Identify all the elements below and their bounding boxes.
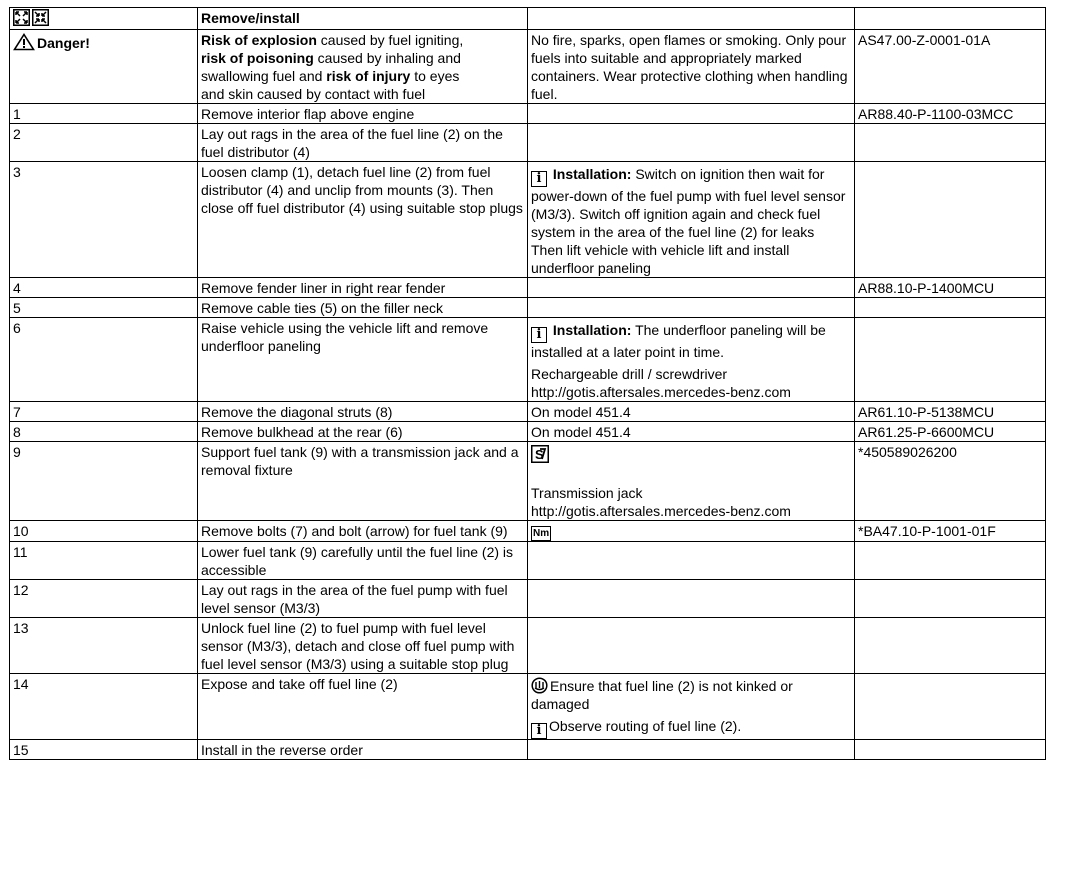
step-row <box>10 674 1046 740</box>
step-number: 7 <box>10 402 198 422</box>
step-ref-link[interactable]: AR61.10-P-5138MCU <box>855 402 1046 422</box>
torque-icon[interactable]: Nm <box>533 528 550 539</box>
step-row <box>10 298 1046 318</box>
step-text: Lay out rags in the area of the fuel line (2) on the fuel distributor (4) <box>198 124 528 162</box>
step-row <box>10 740 1046 760</box>
step-ref-link[interactable]: AR88.40-P-1100-03MCC <box>855 104 1046 124</box>
routing-note: i Observe routing of fuel line (2). <box>531 717 851 739</box>
caution-icon <box>531 677 548 694</box>
step-number: 8 <box>10 422 198 442</box>
header-title: Remove/install <box>198 8 528 30</box>
model-note: On model 451.4 <box>528 402 855 422</box>
step-text: Remove interior flap above engine <box>198 104 528 124</box>
step-ref-link[interactable]: *450589026200 <box>855 442 1046 521</box>
step-row <box>10 521 1046 542</box>
model-note: On model 451.4 <box>528 422 855 442</box>
step-number: 5 <box>10 298 198 318</box>
step-row <box>10 580 1046 618</box>
special-tool-note <box>528 442 855 521</box>
step-row <box>10 422 1046 442</box>
danger-label: Danger! <box>37 35 90 51</box>
step-number: 12 <box>10 580 198 618</box>
step-text: Remove fender liner in right rear fender <box>198 278 528 298</box>
info-icon: i <box>531 327 547 343</box>
tool-url-link[interactable]: http://gotis.aftersales.mercedes-benz.com <box>531 503 791 519</box>
expand-icon[interactable] <box>13 9 30 26</box>
danger-text: Risk of explosion caused by fuel igniting, risk of poisoning caused by inhaling and swallowing fuel and risk of injury to eyes and skin caused by contact with fuel <box>198 30 528 104</box>
step-number: 6 <box>10 318 198 402</box>
step-text: Remove the diagonal struts (8) <box>198 402 528 422</box>
step-text: Remove cable ties (5) on the filler neck <box>198 298 528 318</box>
step-row <box>10 542 1046 580</box>
step-text: Install in the reverse order <box>198 740 528 760</box>
step-row <box>10 618 1046 674</box>
step-text: Lay out rags in the area of the fuel pump with fuel level sensor (M3/3) <box>198 580 528 618</box>
step-row <box>10 402 1046 422</box>
step-ref-link[interactable]: AR61.25-P-6600MCU <box>855 422 1046 442</box>
step-text: Expose and take off fuel line (2) <box>198 674 528 740</box>
step-ref-link[interactable]: AR88.10-P-1400MCU <box>855 278 1046 298</box>
special-tool-icon[interactable] <box>531 445 549 463</box>
step-text: Loosen clamp (1), detach fuel line (2) from fuel distributor (4) and unclip from mounts (3). Then close off fuel distributor (4) using suitable stop plugs <box>198 162 528 278</box>
tool-name: Transmission jack <box>531 485 643 501</box>
step-row <box>10 278 1046 298</box>
step-row <box>10 318 1046 402</box>
danger-row <box>10 30 1046 104</box>
step-text: Remove bulkhead at the rear (6) <box>198 422 528 442</box>
step-row <box>10 104 1046 124</box>
svg-text:S: S <box>535 447 544 462</box>
danger-measures: No fire, sparks, open flames or smoking. Only pour fuels into suitable and appropriately marked containers. Wear protective clothing when handling fuel. <box>528 30 855 104</box>
step-text: Support fuel tank (9) with a transmission jack and a removal fixture <box>198 442 528 521</box>
step-number: 11 <box>10 542 198 580</box>
step-number: 14 <box>10 674 198 740</box>
step-number: 1 <box>10 104 198 124</box>
step-number: 3 <box>10 162 198 278</box>
installation-note: i Installation: The underfloor paneling will be installed at a later point in time. Rechargeable drill / screwdriver http://gotis.aftersales.mercedes-benz.com <box>528 318 855 402</box>
step-row <box>10 124 1046 162</box>
step-text: Lower fuel tank (9) carefully until the fuel line (2) is accessible <box>198 542 528 580</box>
step-number: 10 <box>10 521 198 542</box>
step-number: 2 <box>10 124 198 162</box>
installation-note: i Installation: Switch on ignition then wait for power-down of the fuel pump with fuel level sensor (M3/3). Switch off ignition again and check fuel system in the area of the fuel line (2) for leaks Then lift vehicle with vehicle lift and install underfloor paneling <box>528 162 855 278</box>
tool-name: Rechargeable drill / screwdriver <box>531 366 728 382</box>
caution-note: Ensure that fuel line (2) is not kinked or damaged <box>531 678 793 712</box>
step-ref-link[interactable]: *BA47.10-P-1001-01F <box>855 521 1046 542</box>
step-text: Remove bolts (7) and bolt (arrow) for fuel tank (9) <box>198 521 528 542</box>
tool-url-link[interactable]: http://gotis.aftersales.mercedes-benz.com <box>531 384 791 400</box>
header-row <box>10 8 1046 30</box>
collapse-icon[interactable] <box>32 9 49 26</box>
warning-triangle-icon <box>13 33 35 51</box>
info-icon: i <box>531 723 547 739</box>
step-number: 15 <box>10 740 198 760</box>
step-row <box>10 442 1046 521</box>
step-number: 13 <box>10 618 198 674</box>
step-number: 9 <box>10 442 198 521</box>
step-number: 4 <box>10 278 198 298</box>
step-text: Unlock fuel line (2) to fuel pump with fuel level sensor (M3/3), detach and close off fuel pump with fuel level sensor (M3/3) using a suitable stop plug <box>198 618 528 674</box>
procedure-table <box>9 7 1046 760</box>
danger-ref-link[interactable]: AS47.00-Z-0001-01A <box>855 30 1046 104</box>
info-icon: i <box>531 171 547 187</box>
step-text: Raise vehicle using the vehicle lift and remove underfloor paneling <box>198 318 528 402</box>
step-row <box>10 162 1046 278</box>
